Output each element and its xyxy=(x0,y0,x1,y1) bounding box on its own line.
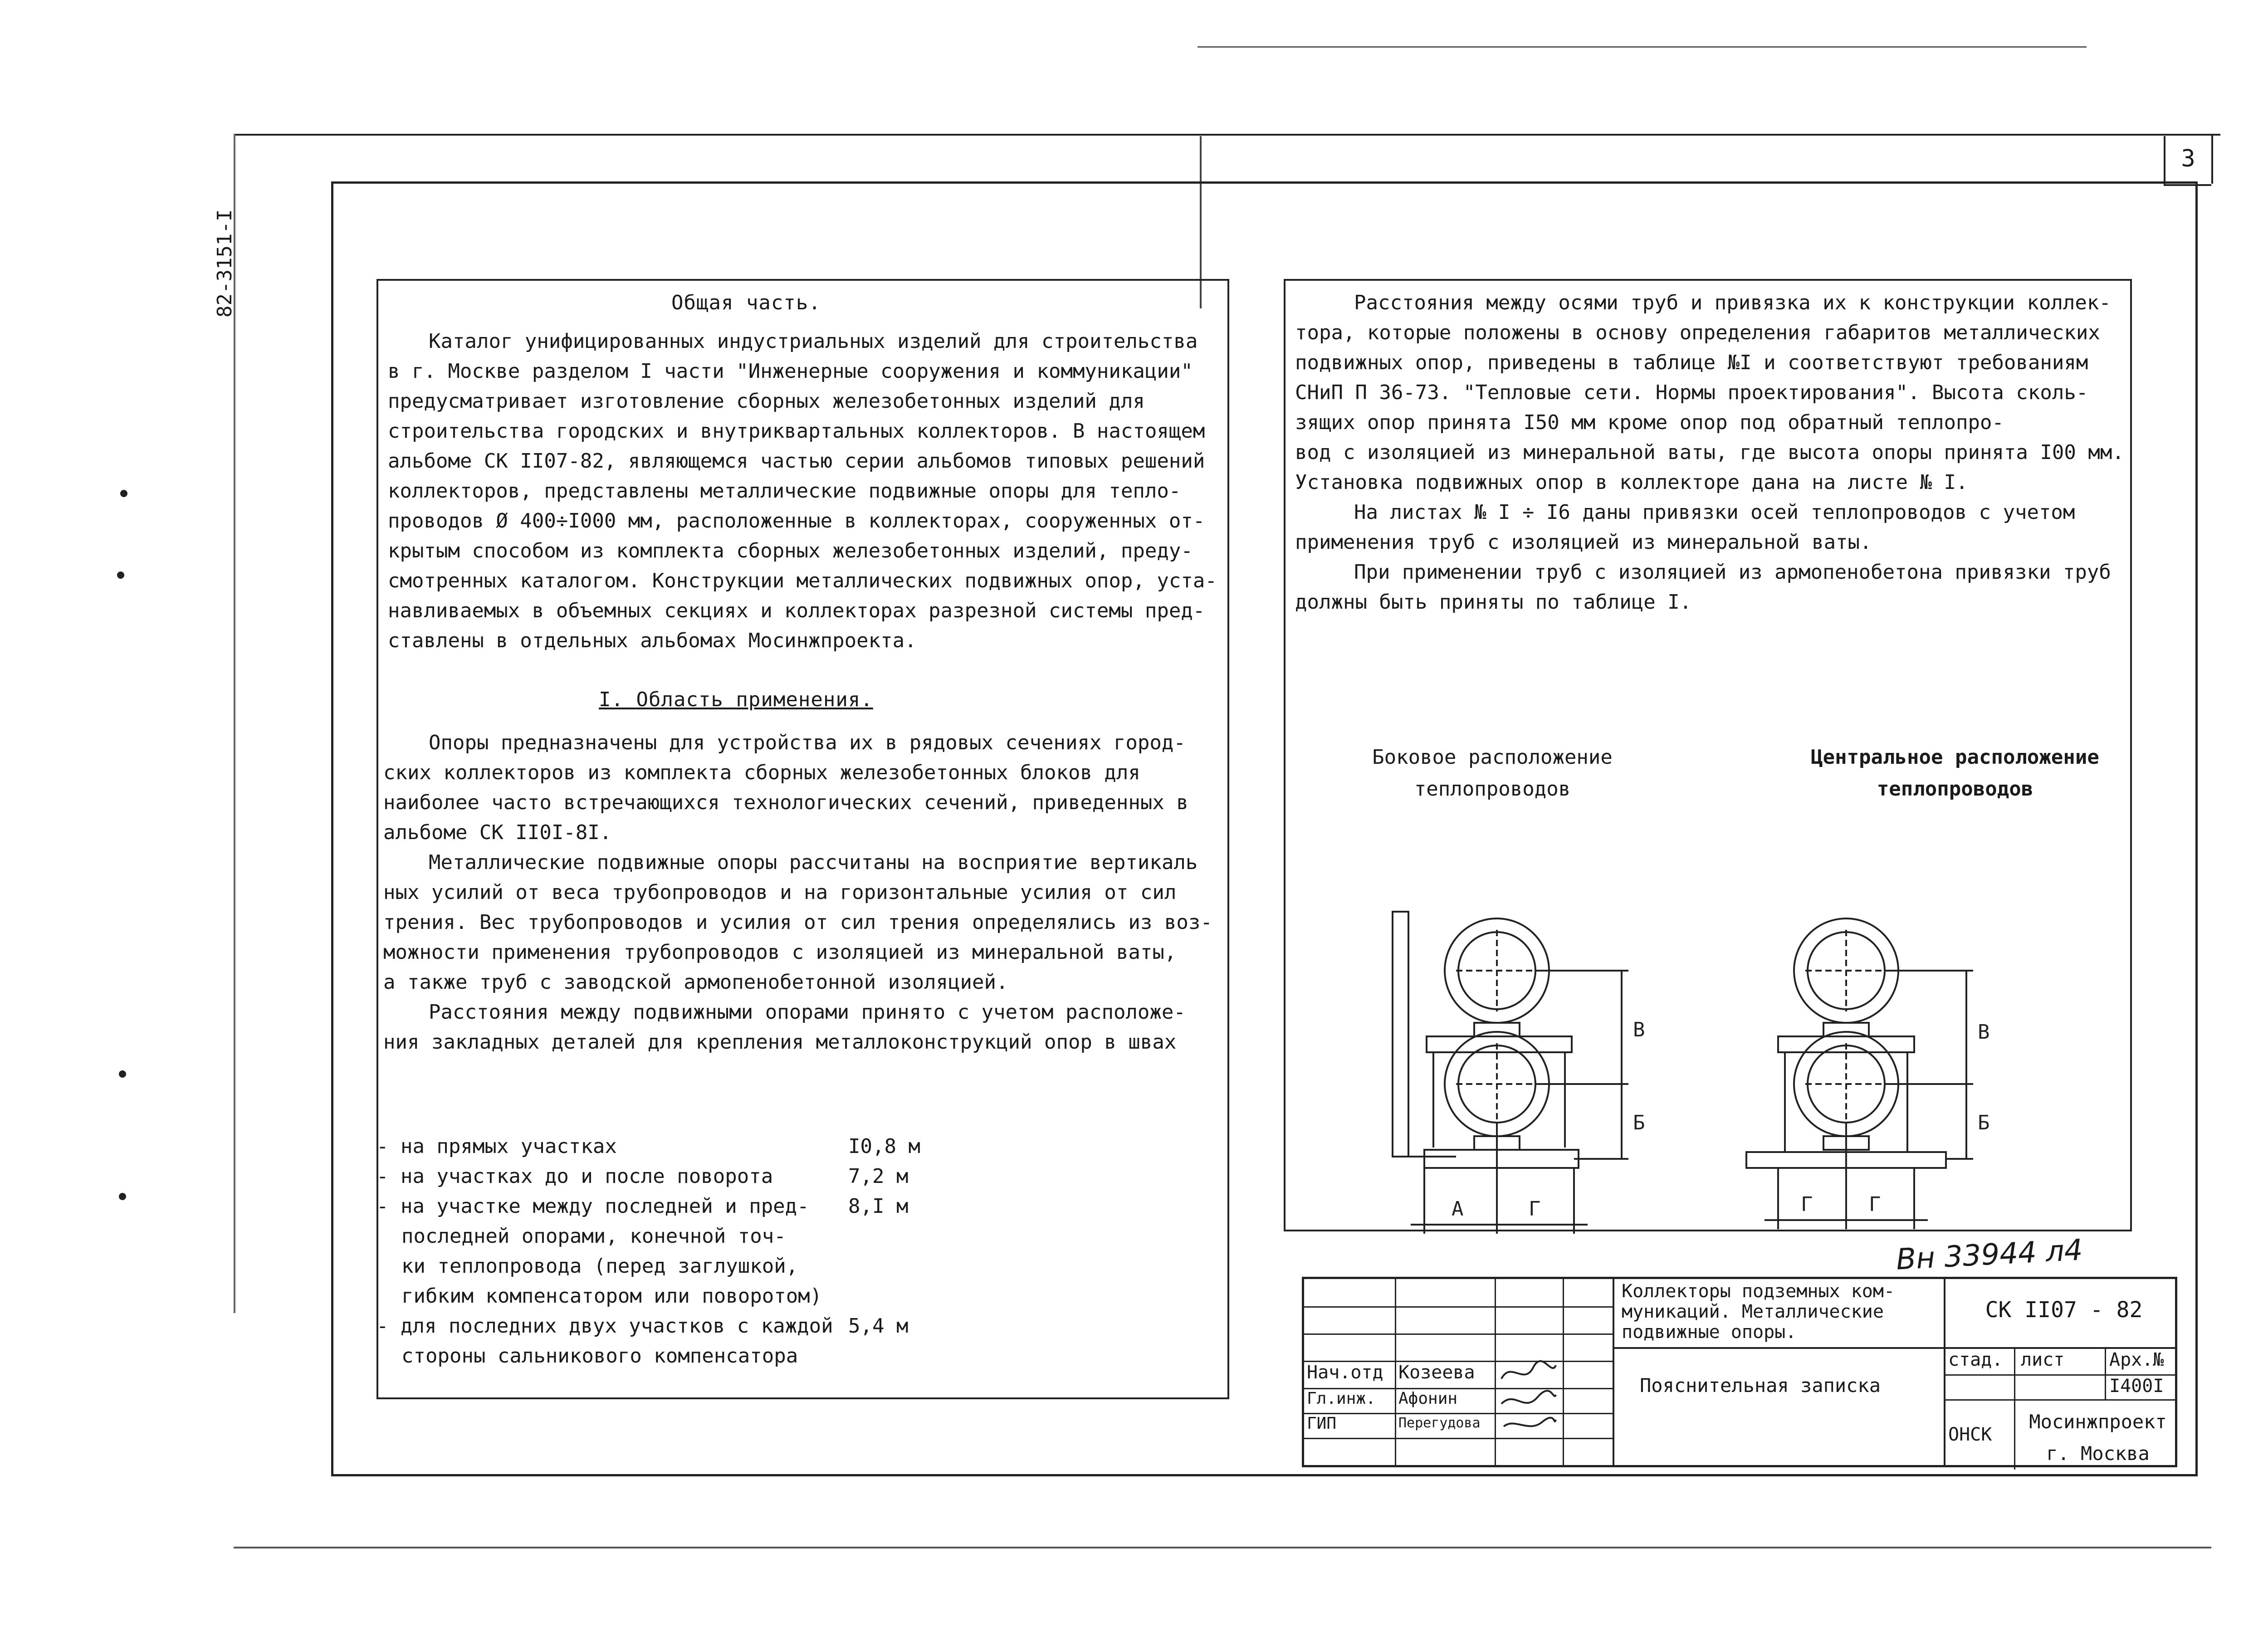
outer-frame-top xyxy=(234,134,2220,136)
section-line: Опоры предназначены для устройства их в рядовых сечениях город- xyxy=(429,731,1186,754)
album-code: СК II07 - 82 xyxy=(1985,1297,2143,1323)
intro-line: Каталог унифицированных индустриальных изделий для строительства xyxy=(429,330,1198,353)
grid-row-line xyxy=(1304,1333,1613,1335)
section-line: трения. Вес трубопроводов и усилия от сил трения определялись из воз- xyxy=(383,911,1212,934)
section-line: Расстояния между подвижными опорами принято с учетом расположе- xyxy=(429,1001,1186,1024)
section-line: можности применения трубопроводов с изоляцией из минеральной ваты, xyxy=(383,941,1177,964)
signature-grid xyxy=(1304,1279,1613,1465)
grid-row-line xyxy=(1304,1306,1613,1308)
dim-label-b: Б xyxy=(1633,1111,1645,1134)
right-line: должны быть приняты по таблице I. xyxy=(1295,591,1692,614)
section-line: ния закладных деталей для крепления металлоконструкций опор в швах xyxy=(383,1031,1177,1054)
outer-frame-bottom xyxy=(234,1547,2211,1548)
right-line: тора, которые положены в основу определения габаритов металлических xyxy=(1295,321,2100,344)
doc-title: Пояснительная записка xyxy=(1640,1374,1881,1397)
dim-label-a: А xyxy=(1452,1197,1464,1221)
list-item-continued: последней опорами, конечной точ- xyxy=(401,1225,786,1248)
list-item-text: - для последних двух участков с каждой xyxy=(376,1314,833,1338)
right-line: зящих опор принята I50 мм кроме опор под обратный теплопро- xyxy=(1295,411,2004,434)
list-item-value: 8,I м xyxy=(848,1195,909,1218)
side-layout-diagram xyxy=(1374,880,1692,1243)
list-item xyxy=(376,1311,909,1341)
inventory-note: Вн 33944 л4 xyxy=(1895,1233,2084,1277)
organization xyxy=(2021,1406,2175,1470)
grid-row-line xyxy=(1304,1438,1613,1439)
list-item xyxy=(376,1132,920,1162)
intro-line: строительства городских и внутриквартальных коллекторов. В настоящем xyxy=(388,420,1205,443)
role-cell: Гл.инж. xyxy=(1307,1389,1376,1408)
dim-label-b: Б xyxy=(1978,1111,1990,1134)
scan-dot xyxy=(120,490,127,497)
name-cell: Перегудова xyxy=(1398,1415,1481,1431)
title-block-divider xyxy=(1944,1279,1945,1465)
side-layout-title-line: Боковое расположение xyxy=(1372,746,1613,769)
intro-line: коллекторов, представлены металлические подвижные опоры для тепло- xyxy=(388,479,1181,503)
intro-line: ставлены в отдельных альбомах Мосинжпроекта. xyxy=(388,629,917,652)
organization-line: Мосинжпроект xyxy=(2029,1411,2167,1433)
section-line: ных усилий от веса трубопроводов и на горизонтальные усилия от сил xyxy=(383,881,1177,904)
grid-col-line xyxy=(1395,1279,1396,1465)
general-part-title: Общая часть. xyxy=(671,291,821,314)
project-title xyxy=(1622,1281,1895,1343)
list-item-value: 7,2 м xyxy=(848,1165,909,1188)
role-cell: Нач.отд xyxy=(1307,1362,1383,1383)
intro-line: крытым способом из комплекта сборных железобетонных изделий, преду- xyxy=(388,539,1193,562)
list-item-continued: гибким компенсатором или поворотом) xyxy=(401,1284,822,1308)
section-line: наиболее часто встречающихся технологических сечений, приведенных в xyxy=(383,791,1188,814)
dim-label-v: В xyxy=(1978,1021,1990,1044)
spacing-list xyxy=(376,1132,920,1371)
right-line: применения труб с изоляцией из минеральной ваты. xyxy=(1295,531,1872,554)
dim-label-g: Г xyxy=(1869,1193,1881,1216)
grid-col-line xyxy=(1495,1279,1496,1465)
center-layout-title-line: теплопроводов xyxy=(1877,777,2033,801)
page-number-box xyxy=(2164,136,2211,186)
scan-dot xyxy=(119,1070,126,1078)
grid-row-line xyxy=(1304,1413,1613,1414)
scan-dot xyxy=(117,571,124,579)
name-cell: Афонин xyxy=(1398,1389,1458,1408)
dim-label-g: Г xyxy=(1801,1193,1813,1216)
top-dash-line xyxy=(1198,46,2087,48)
list-item-continued: стороны сальникового компенсатора xyxy=(401,1344,798,1368)
section-paragraph xyxy=(383,728,1212,1057)
right-line: вод с изоляцией из минеральной ваты, где высота опоры принята I00 мм. xyxy=(1295,441,2124,464)
side-wall xyxy=(1393,912,1408,1157)
right-line: СНиП П 36-73. "Тепловые сети. Нормы проектирования". Высота сколь- xyxy=(1295,381,2088,404)
dim-label-v: В xyxy=(1633,1018,1645,1041)
organization-line: г. Москва xyxy=(2046,1442,2150,1465)
list-item-value: 5,4 м xyxy=(848,1314,909,1338)
intro-line: навливаемых в объемных секциях и коллекторах разрезной системы пред- xyxy=(388,599,1205,622)
right-line: подвижных опор, приведены в таблице №I и соответствуют требованиям xyxy=(1295,351,2088,374)
right-line: Установка подвижных опор в коллекторе дана на листе № I. xyxy=(1295,471,1968,494)
list-item-text: - на участке между последней и пред- xyxy=(376,1195,809,1218)
scan-dot xyxy=(119,1193,126,1200)
list-item-continued: ки теплопровода (перед заглушкой, xyxy=(401,1255,798,1278)
right-line: При применении труб с изоляцией из армопенобетона привязки труб xyxy=(1354,561,2111,584)
intro-paragraph xyxy=(388,327,1217,656)
list-item xyxy=(376,1162,909,1192)
list-item-value: I0,8 м xyxy=(848,1135,920,1158)
page-number: 3 xyxy=(2181,145,2196,172)
title-block-divider xyxy=(2105,1347,2106,1399)
title-block-row-line xyxy=(1613,1347,2177,1349)
side-layout-title xyxy=(1356,742,1628,805)
right-paragraph xyxy=(1295,288,2124,617)
list-item xyxy=(376,1192,909,1221)
name-cell: Козеева xyxy=(1398,1362,1475,1383)
project-title-line: муникаций. Металлические xyxy=(1622,1301,1884,1322)
section-line: ских коллекторов из комплекта сборных железобетонных блоков для xyxy=(383,761,1140,784)
sheet-header: лист xyxy=(2021,1349,2065,1370)
project-title-line: Коллекторы подземных ком- xyxy=(1622,1281,1895,1302)
intro-line: альбоме СК II07-82, являющемся частью серии альбомов типовых решений xyxy=(388,449,1205,473)
center-layout-diagram xyxy=(1733,903,2050,1243)
section-line: альбоме СК II0I-8I. xyxy=(383,821,612,844)
side-layout-title-line: теплопроводов xyxy=(1414,777,1571,801)
stage-header: стад. xyxy=(1948,1349,2003,1370)
role-cell: ГИП xyxy=(1307,1414,1337,1433)
dim-label-g: Г xyxy=(1529,1197,1541,1221)
intro-line: проводов Ø 400÷I000 мм, расположенные в коллекторах, сооруженных от- xyxy=(388,509,1205,532)
dept-code: ОНСК xyxy=(1948,1424,1992,1445)
list-item-text: - на участках до и после поворота xyxy=(376,1165,773,1188)
archive-number: I400I xyxy=(2109,1376,2164,1397)
center-layout-title-line: Центральное расположение xyxy=(1811,746,2099,769)
section-line: а также труб с заводской армопенобетонной изоляцией. xyxy=(383,971,1008,994)
signature-scribble xyxy=(1497,1358,1560,1436)
section-title: I. Область применения. xyxy=(599,688,873,711)
title-block-row-line xyxy=(1944,1399,2177,1401)
section-line: Металлические подвижные опоры рассчитаны на восприятие вертикаль xyxy=(429,851,1198,874)
side-code: 82-3151-I xyxy=(213,209,236,317)
center-layout-title xyxy=(1796,742,2114,805)
title-block-divider xyxy=(2014,1347,2015,1470)
list-item-text: - на прямых участках xyxy=(376,1135,617,1158)
right-line: Расстояния между осями труб и привязка их к конструкции коллек- xyxy=(1354,291,2111,314)
right-line: На листах № I ÷ I6 даны привязки осей теплопроводов с учетом xyxy=(1354,501,2075,524)
frame-shelf xyxy=(1427,1036,1572,1052)
project-title-line: подвижные опоры. xyxy=(1622,1322,1797,1343)
title-block xyxy=(1302,1277,2177,1467)
intro-line: в г. Москве разделом I части "Инженерные сооружения и коммуникации" xyxy=(388,360,1193,383)
outer-frame-right xyxy=(2211,134,2213,184)
title-block-divider xyxy=(1613,1279,1614,1465)
intro-line: смотренных каталогом. Конструкции металлических подвижных опор, уста- xyxy=(388,569,1217,592)
grid-col-line xyxy=(1563,1279,1564,1465)
base-beam xyxy=(1424,1150,1579,1168)
intro-line: предусматривает изготовление сборных железобетонных изделий для xyxy=(388,390,1145,413)
archive-header: Арх.№ xyxy=(2109,1349,2164,1370)
